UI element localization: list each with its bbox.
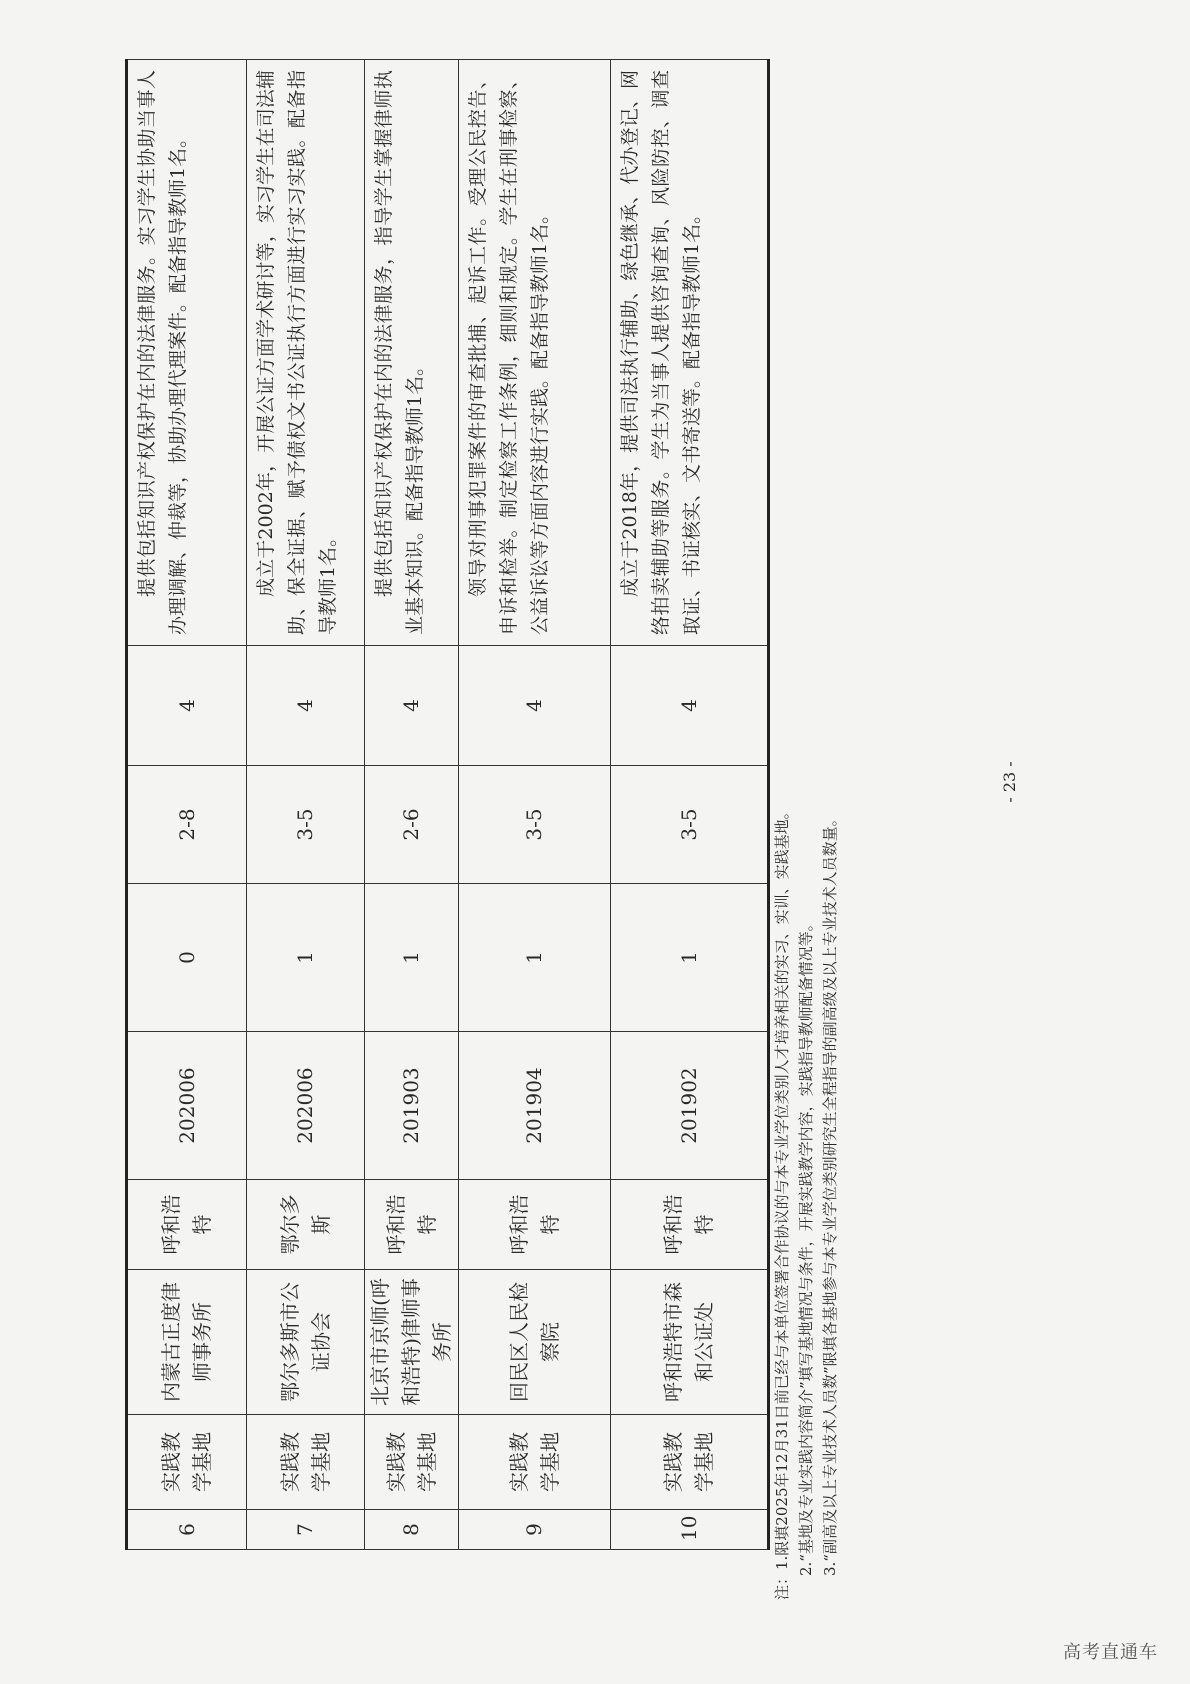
duration: 4 [127,646,247,766]
agreement-date: 201903 [365,1032,459,1180]
table-row [127,60,247,1550]
base-name: 呼和浩特市森和公证处 [611,1270,769,1415]
student-count: 3-5 [611,766,769,884]
base-name: 鄂尔多斯市公证协会 [247,1270,365,1415]
base-city: 呼和浩特 [127,1180,247,1270]
base-city: 呼和浩特 [365,1180,459,1270]
senior-staff-count: 1 [247,884,365,1032]
base-city: 鄂尔多斯 [247,1180,365,1270]
table-notes [770,210,870,1600]
senior-staff-count: 1 [459,884,611,1032]
row-number: 9 [459,1510,611,1550]
duration: 4 [365,646,459,766]
practice-base-table-wrapper [125,70,765,1550]
base-intro: 提供包括知识产权保护在内的法律服务。实习学生协助当事人办理调解、仲裁等，协助办理代理案件。配备指导教师1名。 [127,60,247,646]
note-2: 2.“基地及专业实践内容简介”填写基地情况与条件，开展实践教学内容，实践指导教师配备情况等。 [797,916,815,1576]
base-city: 呼和浩特 [459,1180,611,1270]
duration: 4 [247,646,365,766]
agreement-date: 202006 [247,1032,365,1180]
row-number: 8 [365,1510,459,1550]
duration: 4 [459,646,611,766]
base-type: 实践教学基地 [247,1415,365,1510]
base-city: 呼和浩特 [611,1180,769,1270]
base-name: 北京市京师(呼和浩特)律师事务所 [365,1270,459,1415]
note-1: 注：1.限填2025年12月31日前已经与本单位签署合作协议的与本专业学位类别人才培养相关的实习、实训、实践基地。 [773,804,791,1600]
senior-staff-count: 0 [127,884,247,1032]
base-type: 实践教学基地 [127,1415,247,1510]
senior-staff-count: 1 [611,884,769,1032]
row-number: 6 [127,1510,247,1550]
note-3: 3.“副高及以上专业技术人员数”限填各基地参与本专业学位类别研究生全程指导的副高级及以上专业技术人员数量。 [821,811,839,1576]
row-number: 7 [247,1510,365,1550]
agreement-date: 201904 [459,1032,611,1180]
base-intro: 提供包括知识产权保护在内的法律服务，指导学生掌握律师执业基本知识。配备指导教师1名。 [365,60,459,646]
watermark-logo: 高考直通车 [1063,1642,1158,1663]
senior-staff-count: 1 [365,884,459,1032]
page-number: - 23 - [1000,761,1019,803]
agreement-date: 201902 [611,1032,769,1180]
duration: 4 [611,646,769,766]
base-name: 内蒙古正度律师事务所 [127,1270,247,1415]
base-intro: 成立于2002年，开展公证方面学术研讨等，实习学生在司法辅助、保全证据、赋予债权文书公证执行方面进行实习实践。配备指导教师1名。 [247,60,365,646]
student-count: 3-5 [459,766,611,884]
student-count: 2-6 [365,766,459,884]
student-count: 2-8 [127,766,247,884]
table-row [247,60,365,1550]
table-row [459,60,611,1550]
base-type: 实践教学基地 [611,1415,769,1510]
base-type: 实践教学基地 [459,1415,611,1510]
student-count: 3-5 [247,766,365,884]
table-row [365,60,459,1550]
base-type: 实践教学基地 [365,1415,459,1510]
base-name: 回民区人民检察院 [459,1270,611,1415]
agreement-date: 202006 [127,1032,247,1180]
row-number: 10 [611,1510,769,1550]
table-row [611,60,769,1550]
base-intro: 领导对刑事犯罪案件的审查批捕、起诉工作。受理公民控告、申诉和检举。制定检察工作条例，细则和规定。学生在刑事检察、公益诉讼等方面内容进行实践。配备指导教师1名。 [459,60,611,646]
base-intro: 成立于2018年，提供司法执行辅助、绿色继承、代办登记、网络拍卖辅助等服务。学生为当事人提供咨询查询、风险防控、调查取证、书证核实、文书寄送等。配备指导教师1名。 [611,60,769,646]
practice-base-table [125,59,770,1550]
